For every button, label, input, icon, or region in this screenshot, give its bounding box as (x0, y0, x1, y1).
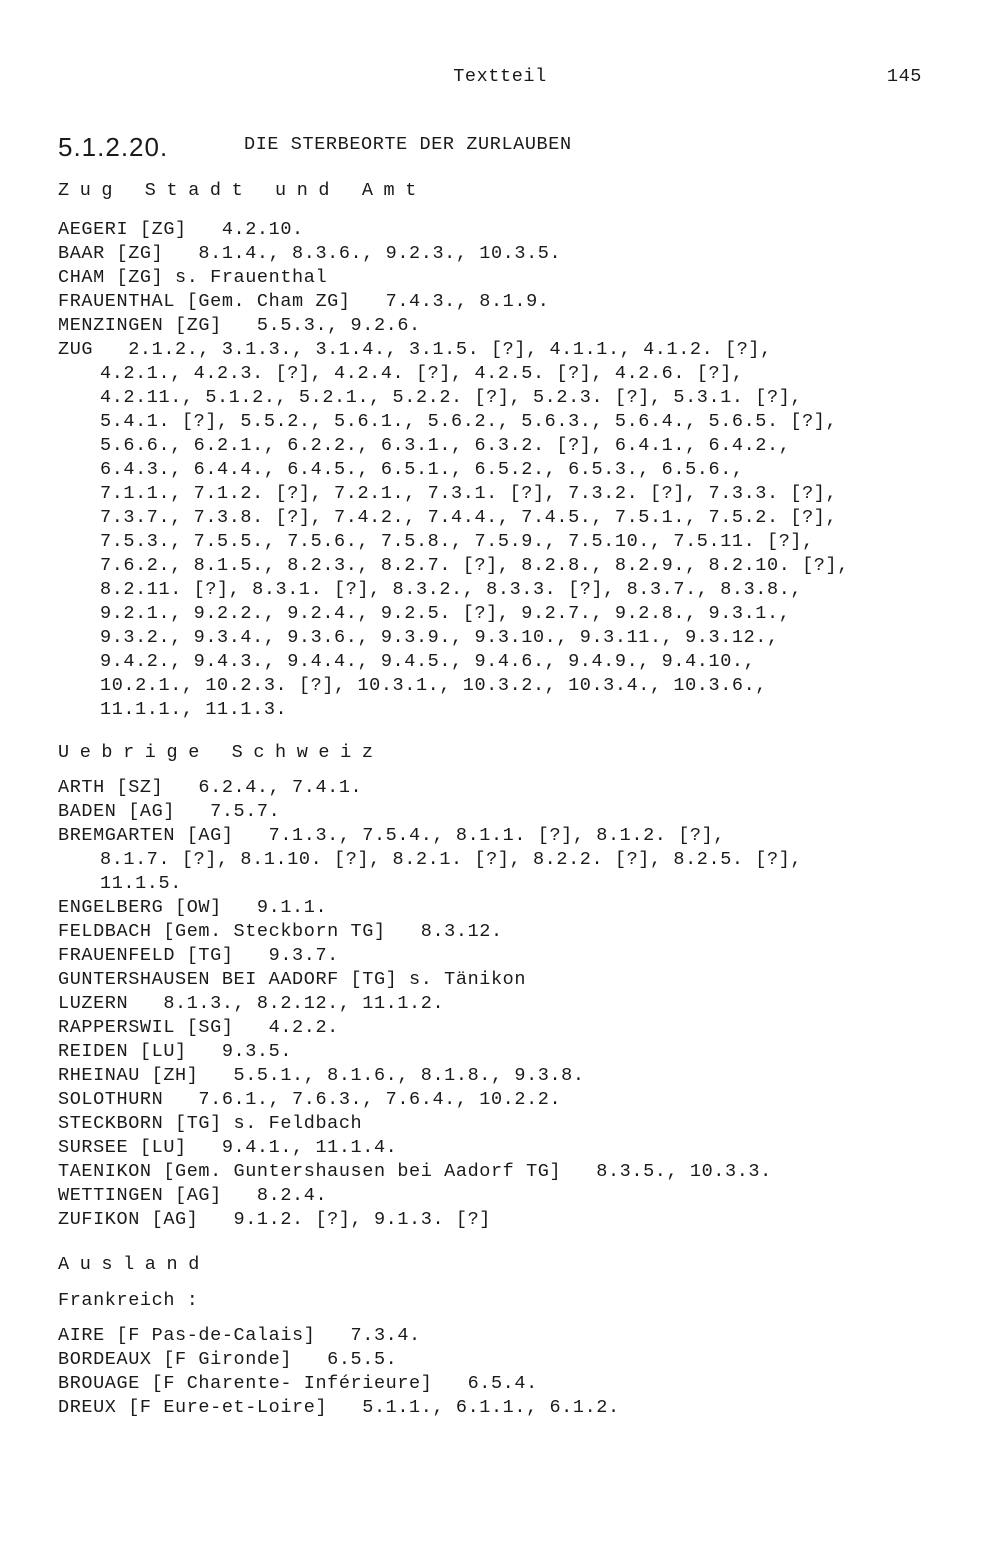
list-item: BREMGARTEN [AG] 7.1.3., 7.5.4., 8.1.1. [?], 8.1.2. [?], (58, 825, 726, 846)
zug-list (58, 218, 978, 722)
list-item-continuation: 7.5.3., 7.5.5., 7.5.6., 7.5.8., 7.5.9., 7.5.10., 7.5.11. [?], (100, 531, 814, 552)
list-item: ZUFIKON [AG] 9.1.2. [?], 9.1.3. [?] (58, 1209, 491, 1230)
list-item: LUZERN 8.1.3., 8.2.12., 11.1.2. (58, 993, 445, 1014)
list-item: BROUAGE [F Charente- Inférieure] 6.5.4. (58, 1373, 538, 1394)
list-item: WETTINGEN [AG] 8.2.4. (58, 1185, 328, 1206)
list-item-continuation: 8.1.7. [?], 8.1.10. [?], 8.2.1. [?], 8.2.2. [?], 8.2.5. [?], (100, 849, 803, 870)
list-item: RHEINAU [ZH] 5.5.1., 8.1.6., 8.1.8., 9.3.8. (58, 1065, 585, 1086)
list-item-continuation: 10.2.1., 10.2.3. [?], 10.3.1., 10.3.2., 10.3.4., 10.3.6., (100, 675, 768, 696)
subheading-frankreich: Frankreich : (58, 1290, 199, 1311)
list-item-continuation: 9.3.2., 9.3.4., 9.3.6., 9.3.9., 9.3.10., 9.3.11., 9.3.12., (100, 627, 779, 648)
list-item: FRAUENTHAL [Gem. Cham ZG] 7.4.3., 8.1.9. (58, 291, 550, 312)
list-item-continuation: 6.4.3., 6.4.4., 6.4.5., 6.5.1., 6.5.2., 6.5.3., 6.5.6., (100, 459, 744, 480)
list-item-continuation: 4.2.11., 5.1.2., 5.2.1., 5.2.2. [?], 5.2.3. [?], 5.3.1. [?], (100, 387, 803, 408)
list-item-continuation: 7.6.2., 8.1.5., 8.2.3., 8.2.7. [?], 8.2.8., 8.2.9., 8.2.10. [?], (100, 555, 849, 576)
list-item: AIRE [F Pas-de-Calais] 7.3.4. (58, 1325, 421, 1346)
list-item-continuation: 7.3.7., 7.3.8. [?], 7.4.2., 7.4.4., 7.4.5., 7.5.1., 7.5.2. [?], (100, 507, 838, 528)
list-item: BAAR [ZG] 8.1.4., 8.3.6., 9.2.3., 10.3.5. (58, 243, 562, 264)
list-item-continuation: 4.2.1., 4.2.3. [?], 4.2.4. [?], 4.2.5. [?], 4.2.6. [?], (100, 363, 744, 384)
list-item: FRAUENFELD [TG] 9.3.7. (58, 945, 339, 966)
list-item-continuation: 11.1.1., 11.1.3. (100, 699, 288, 720)
list-item-continuation: 5.4.1. [?], 5.5.2., 5.6.1., 5.6.2., 5.6.3., 5.6.4., 5.6.5. [?], (100, 411, 838, 432)
section-number: 5.1.2.20. (58, 132, 169, 162)
list-item: GUNTERSHAUSEN BEI AADORF [TG] s. Tänikon (58, 969, 527, 990)
list-item: BORDEAUX [F Gironde] 6.5.5. (58, 1349, 398, 1370)
section-title: DIE STERBEORTE DER ZURLAUBEN (244, 134, 572, 155)
list-item: TAENIKON [Gem. Guntershausen bei Aadorf TG] 8.3.5., 10.3.3. (58, 1161, 772, 1182)
list-item-continuation: 5.6.6., 6.2.1., 6.2.2., 6.3.1., 6.3.2. [?], 6.4.1., 6.4.2., (100, 435, 791, 456)
list-item-continuation: 7.1.1., 7.1.2. [?], 7.2.1., 7.3.1. [?], 7.3.2. [?], 7.3.3. [?], (100, 483, 838, 504)
list-item-continuation: 11.1.5. (100, 873, 182, 894)
list-item-continuation: 9.2.1., 9.2.2., 9.2.4., 9.2.5. [?], 9.2.7., 9.2.8., 9.3.1., (100, 603, 791, 624)
list-item: REIDEN [LU] 9.3.5. (58, 1041, 293, 1062)
list-item: DREUX [F Eure-et-Loire] 5.1.1., 6.1.1., 6.1.2. (58, 1397, 620, 1418)
list-item: AEGERI [ZG] 4.2.10. (58, 219, 304, 240)
list-item: BADEN [AG] 7.5.7. (58, 801, 281, 822)
heading-schweiz: Uebrige Schweiz (58, 742, 384, 763)
list-item: ENGELBERG [OW] 9.1.1. (58, 897, 328, 918)
list-item: ARTH [SZ] 6.2.4., 7.4.1. (58, 777, 363, 798)
list-item: FELDBACH [Gem. Steckborn TG] 8.3.12. (58, 921, 503, 942)
list-item-continuation: 8.2.11. [?], 8.3.1. [?], 8.3.2., 8.3.3. [?], 8.3.7., 8.3.8., (100, 579, 803, 600)
list-item: RAPPERSWIL [SG] 4.2.2. (58, 1017, 339, 1038)
list-item-continuation: 9.4.2., 9.4.3., 9.4.4., 9.4.5., 9.4.6., 9.4.9., 9.4.10., (100, 651, 756, 672)
list-item: SURSEE [LU] 9.4.1., 11.1.4. (58, 1137, 398, 1158)
schweiz-list (58, 776, 978, 1232)
list-item: MENZINGEN [ZG] 5.5.3., 9.2.6. (58, 315, 421, 336)
heading-zug: Zug Stadt und Amt (58, 180, 427, 201)
heading-ausland: Ausland (58, 1254, 210, 1275)
ausland-list (58, 1324, 978, 1420)
list-item: STECKBORN [TG] s. Feldbach (58, 1113, 363, 1134)
running-header: Textteil (453, 66, 547, 87)
list-item: SOLOTHURN 7.6.1., 7.6.3., 7.6.4., 10.2.2. (58, 1089, 562, 1110)
list-item: CHAM [ZG] s. Frauenthal (58, 267, 328, 288)
page-number: 145 (886, 66, 922, 87)
list-item: ZUG 2.1.2., 3.1.3., 3.1.4., 3.1.5. [?], 4.1.1., 4.1.2. [?], (58, 339, 772, 360)
